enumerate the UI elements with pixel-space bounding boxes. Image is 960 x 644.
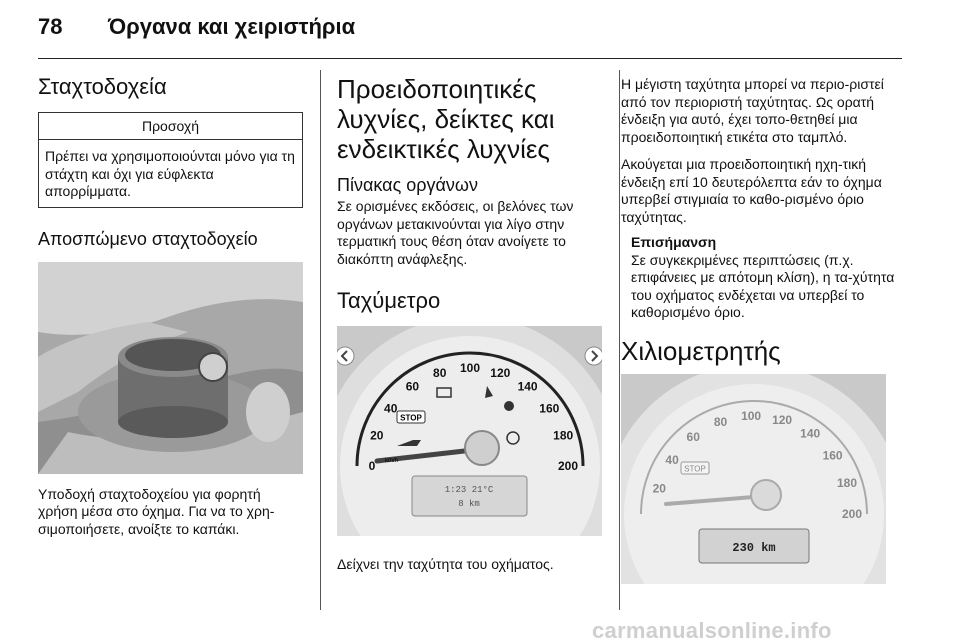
gauge-tick-label: 200 <box>841 506 863 521</box>
odometer-reading: 230 km <box>732 540 776 555</box>
watermark: carmanualsonline.info <box>592 618 832 643</box>
ashtrays-heading: Σταχτοδοχεία <box>38 74 167 99</box>
gauge-tick-label: 100 <box>741 408 762 423</box>
gauge-tick-label: 160 <box>539 401 560 416</box>
odometer-needle-hub <box>751 480 781 510</box>
note-block <box>621 234 903 322</box>
page-number: 78 <box>38 14 63 39</box>
gauge-tick-label: 160 <box>822 448 843 462</box>
odometer-heading: Χιλιομετρητής <box>621 335 781 366</box>
gauge-tick-label: 0 <box>368 459 376 473</box>
gauge-tick-label: 140 <box>800 426 821 441</box>
column-divider-2 <box>619 70 620 610</box>
page-header <box>38 14 922 54</box>
removable-ashtray-heading: Αποσπώμενο σταχτοδοχείο <box>38 228 258 249</box>
speed-limiter-text: Η μέγιστη ταχύτητα μπορεί να περιο-ριστεί από τον περιοριστή ταχύτητας. Ως ορατή ένδειξη για αυτό, έχει τοπο-θετηθεί μια προειδοποιητική ετικέτα στο ταμπλό. <box>621 76 884 145</box>
gauge-tick-label: 60 <box>405 379 420 394</box>
running-title: Όργανα και χειριστήρια <box>108 14 356 39</box>
display-line-1: 1:23 21°C <box>444 485 494 495</box>
instrument-panel-heading: Πίνακας οργάνων <box>337 175 478 195</box>
speedometer-heading: Ταχύμετρο <box>337 288 441 313</box>
stop-label: STOP <box>400 413 422 423</box>
display-line-2: 8 km <box>458 499 480 509</box>
gauge-tick-label: 40 <box>384 401 398 416</box>
gauge-tick-label: 100 <box>459 361 481 375</box>
ashtray-figure <box>38 262 303 474</box>
gauge-tick-label: 20 <box>652 481 666 496</box>
gauge-tick-label: 200 <box>557 459 579 473</box>
speedometer-illustration <box>337 326 602 536</box>
trip-display <box>412 476 527 516</box>
speed-limiter-warning-text: Ακούγεται μια προειδοποιητική ηχη-τική ένδειξη επί 10 δευτερόλεπτα εάν το όχημα υπερβεί στιγμιαία το καθο-ρισμένο όριο ταχύτητας. <box>621 156 882 225</box>
gauge-tick-label: 120 <box>772 412 793 427</box>
gauge-tick-label: 60 <box>686 429 700 444</box>
gauge-tick-label: 140 <box>517 379 538 394</box>
note-text: Σε συγκεκριμένες περιπτώσεις (π.χ. επιφάνειες με απότομη κλίση), η τα-χύτητα του οχήματος ενδέχεται να υπερβεί το καθορισμένο όριο. <box>631 251 895 320</box>
column-warning-lights <box>337 74 605 574</box>
gauge-tick-label: 80 <box>713 414 728 429</box>
column-ashtrays <box>38 74 303 538</box>
gauge-tick-label: 180 <box>836 475 858 490</box>
gauge-tick-label: 20 <box>370 428 384 443</box>
caution-box <box>38 112 303 208</box>
warning-lights-heading: Προειδοποιητικές λυχνίες, δείκτες και ενδεικτικές λυχνίες <box>337 74 555 164</box>
gauge-tick-label: 80 <box>433 365 447 380</box>
unit-label: km/h <box>385 458 399 464</box>
speedometer-figure <box>337 326 602 536</box>
instrument-panel-text: Σε ορισμένες εκδόσεις, οι βελόνες των οργάνων μετακινούνται για λίγο στην τερματική τους θέση όταν ανοίγετε το διακόπτη ανάφλεξης. <box>337 198 574 267</box>
column-divider-1 <box>320 70 321 610</box>
ashtray-caption: Υποδοχή σταχτοδοχείου για φορητή χρήση μέσα στο όχημα. Για να το χρη-σιμοποιήσετε, ανοίξτε το καπάκι. <box>38 485 275 537</box>
header-rule <box>38 58 902 59</box>
needle-hub <box>465 431 499 465</box>
gauge-tick-label: 120 <box>490 365 511 380</box>
note-title: Επισήμανση <box>631 234 717 250</box>
column-speed-limiter <box>621 76 903 584</box>
caution-text: Πρέπει να χρησιμοποιούνται μόνο για τη στάχτη και όχι για εύφλεκτα απορρίμματα. <box>45 148 295 199</box>
gauge-tick-label: 180 <box>553 428 574 443</box>
odometer-illustration <box>621 374 886 584</box>
speedometer-caption: Δείχνει την ταχύτητα του οχήματος. <box>337 556 554 572</box>
odometer-stop-label: STOP <box>684 464 706 473</box>
chevron-left-icon <box>337 347 354 365</box>
airbag-warning-icon <box>504 401 514 411</box>
caution-title: Προσοχή <box>39 113 302 140</box>
ashtray-illustration <box>38 262 303 474</box>
odometer-figure <box>621 374 886 584</box>
chevron-right-icon <box>585 347 602 365</box>
gauge-tick-label: 40 <box>665 452 679 467</box>
